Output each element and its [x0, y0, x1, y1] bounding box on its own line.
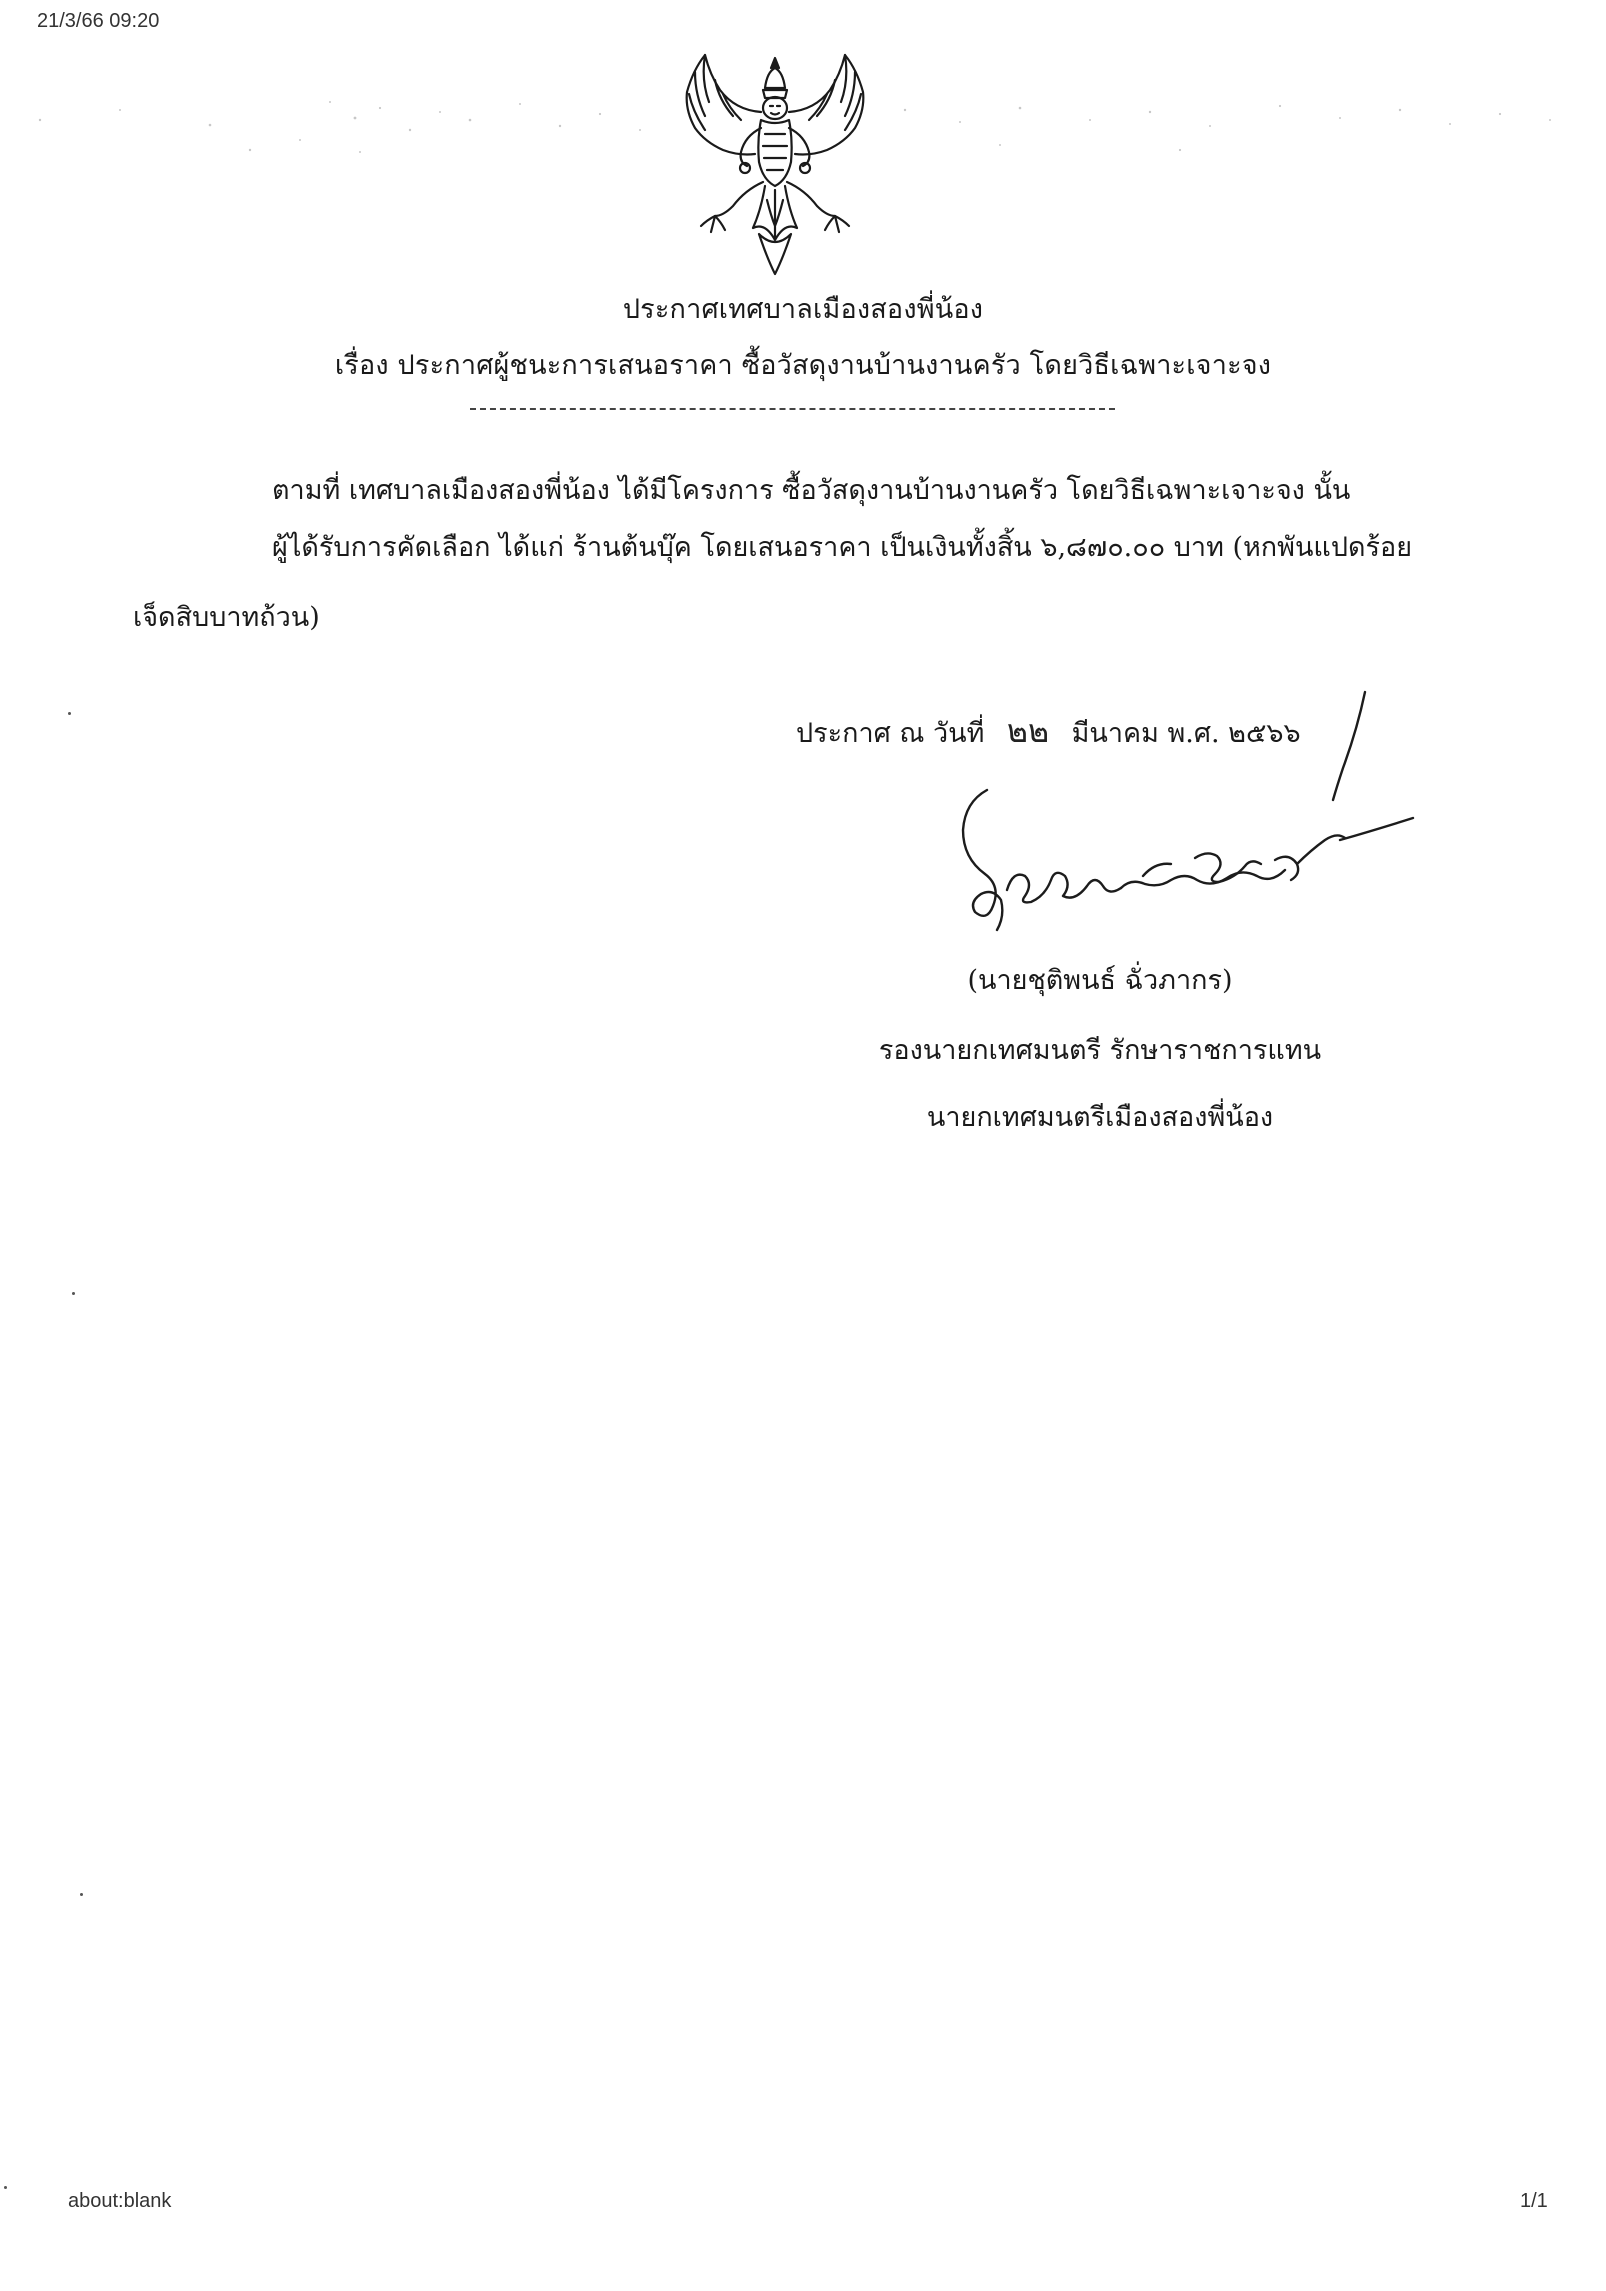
title-divider [470, 408, 1115, 410]
date-suffix: มีนาคม พ.ศ. ๒๕๖๖ [1071, 718, 1301, 749]
handwritten-signature [945, 690, 1415, 940]
document-subject: เรื่อง ประกาศผู้ชนะการเสนอราคา ซื้อวัสดุงานบ้านงานครัว โดยวิธีเฉพาะเจาะจง [334, 350, 1272, 381]
date-day: ๒๒ [1006, 712, 1050, 750]
paragraph-line-1: ตามที่ เทศบาลเมืองสองพี่น้อง ได้มีโครงการ ซื้อวัสดุงานบ้านงานครัว โดยวิธีเฉพาะเจาะจง นั้น [272, 475, 1351, 506]
scan-speck [80, 1893, 83, 1896]
scan-speck [72, 1292, 75, 1295]
signer-name: (นายชุติพนธ์ ฉั่วภากร) [967, 965, 1233, 996]
garuda-emblem [675, 50, 875, 280]
signer-position: รองนายกเทศมนตรี รักษาราชการแทน [878, 1035, 1322, 1066]
paragraph-line-2: ผู้ได้รับการคัดเลือก ได้แก่ ร้านต้นบุ๊ค โดยเสนอราคา เป็นเงินทั้งสิ้น ๖,๘๗๐.๐๐ บาท (หกพันแปดร้อย [272, 532, 1413, 563]
print-footer-url: about:blank [68, 2190, 172, 2212]
date-prefix: ประกาศ ณ วันที่ [796, 718, 985, 749]
scan-speck [4, 2186, 7, 2189]
document-title: ประกาศเทศบาลเมืองสองพี่น้อง [622, 294, 984, 325]
signer-title: นายกเทศมนตรีเมืองสองพี่น้อง [926, 1102, 1274, 1133]
scan-speck [68, 712, 71, 715]
print-header-datetime: 21/3/66 09:20 [37, 10, 160, 32]
print-footer-page: 1/1 [1520, 2190, 1548, 2212]
paragraph-line-3: เจ็ดสิบบาทถ้วน) [133, 602, 320, 633]
